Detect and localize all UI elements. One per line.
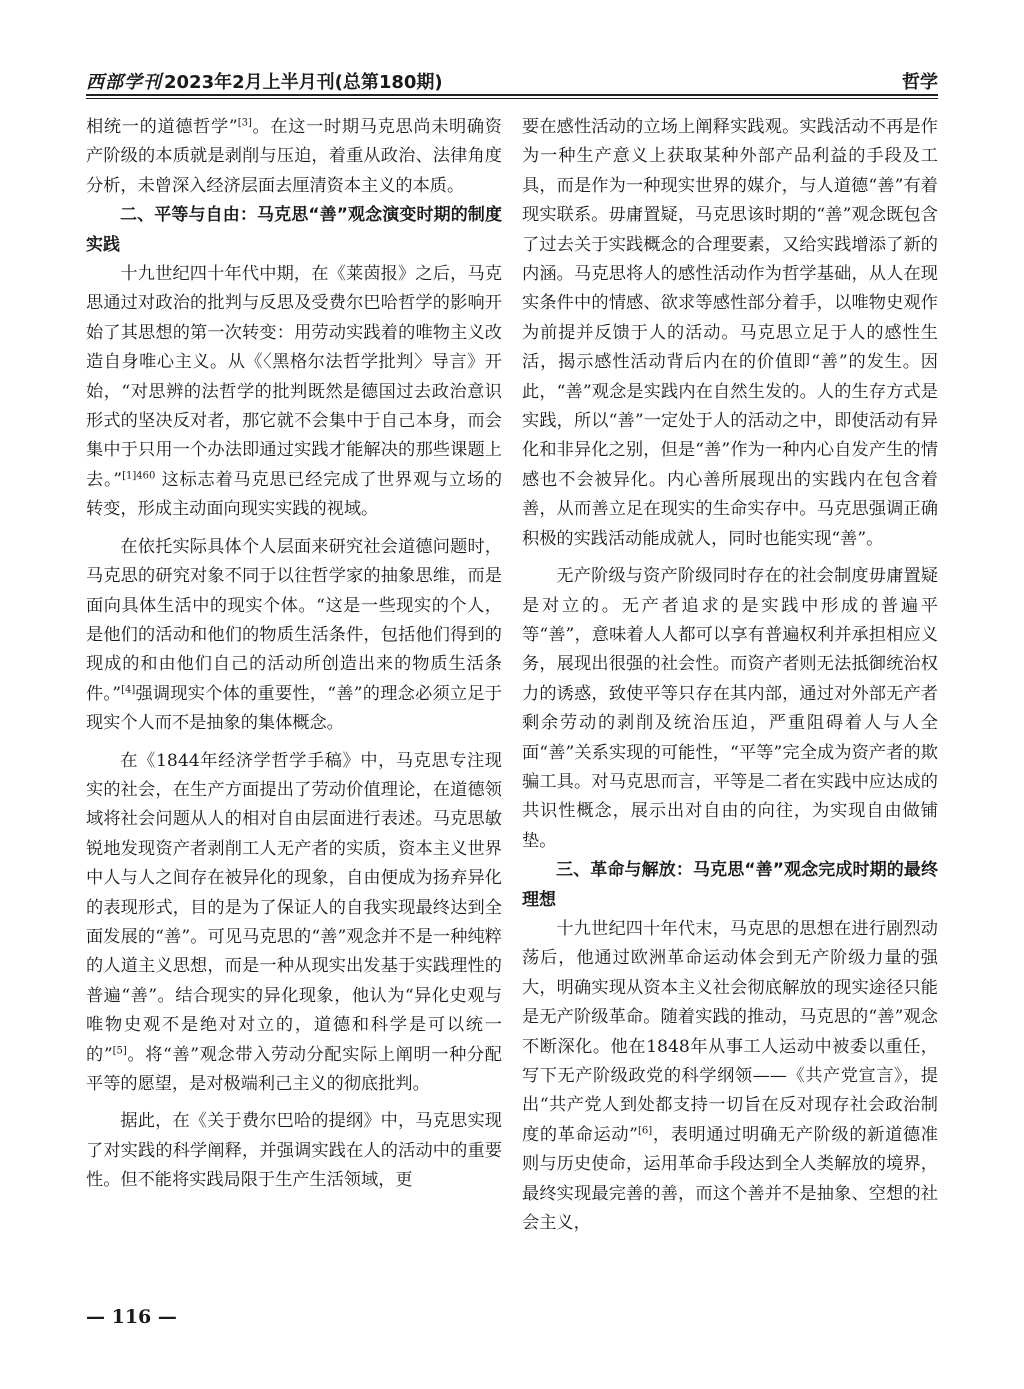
page-number: — 116 — [86, 1306, 177, 1328]
section-heading: 三、革命与解放：马克思“善”观念完成时期的最终理想 [522, 860, 938, 910]
paragraph: 要在感性活动的立场上阐释实践观。实践活动不再是作为一种生产意义上获取某种外部产品利益的手段及工具，而是作为一种现实世界的媒介，与人道德“善”有着现实联系。毋庸置疑，马克思该时期的“善”观念既包含了过去关于实践概念的合理要素，又给实践增添了新的内涵。马克思将人的感性活动作为哲学基础，从人在现实条件中的情感、欲求等感性部分着手，以唯物史观作为前提并反馈于人的活动。马克思立足于人的感性生活，揭示感性活动背后内在的价值即“善”的发生。因此，“善”观念是实践内在自然生发的。人的生存方式是实践，所以“善”一定处于人的活动之中，即使活动有异化和非异化之别，但是“善”作为一种内心自发产生的情感也不会被异化。内心善所展现出的实践内在包含着善，从而善立足在现实的生命实存中。马克思强调正确积极的实践活动能成就人，同时也能实现“善”。 [522, 117, 938, 549]
paragraph: 在依托实际具体个人层面来研究社会道德问题时，马克思的研究对象不同于以往哲学家的抽象思维，而是面向具体生活中的现实个体。“这是一些现实的个人，是他们的活动和他们的物质生活条件，包括他们得到的现成的和由他们自己的活动所创造出来的物质生活条件。”[4]强调现实个体的重要性，“善”的理念必须立足于现实个人而不是抽象的集体概念。 [86, 536, 503, 734]
paragraph: 据此，在《关于费尔巴哈的提纲》中，马克思实现了对实践的科学阐释，并强调实践在人的活动中的重要性。但不能将实践局限于生产生活领域，更 [86, 1111, 502, 1191]
paragraph: 十九世纪四十年代末，马克思的思想在进行剧烈动荡后，他通过欧洲革命运动体会到无产阶级力量的强大，明确实现从资本主义社会彻底解放的现实途径只能是无产阶级革命。随着实践的推动，马克思的“善”观念不断深化。他在1848年从事工人运动中被委以重任，写下无产阶级政党的科学纲领——《共产党宣言》，提出“共产党人到处都支持一切旨在反对现存社会政治制度的革命运动”[6]，表明通过明确无产阶级的新道德准则与历史使命，运用革命手段达到全人类解放的境界，最终实现最完善的善，而这个善并不是抽象、空想的社会主义， [522, 918, 938, 1234]
citation: [3] [237, 117, 252, 129]
journal-logo: 西部学刊 [86, 72, 162, 93]
header-rule [86, 94, 938, 96]
section-name: 哲学 [902, 72, 938, 93]
paragraph: 十九世纪四十年代中期，在《莱茵报》之后，马克思通过对政治的批判与反思及受费尔巴哈哲学的影响开始了其思想的第一次转变：用劳动实践着的唯物主义改造自身唯心主义。从《〈黑格尔法哲学批判〉导言》开始，“对思辨的法哲学的批判既然是德国过去政治意识形式的坚决反对者，那它就不会集中于自己本身，而会集中于只用一个办法即通过实践才能解决的那些课题上去。”$^{[1]460}$ 这标志着马克思已经完成了世界观与立场的转变，形成主动面向现实实践的视域。 [86, 264, 503, 520]
left-column [86, 113, 502, 1196]
header-rule-thin [86, 98, 938, 99]
citation: [1]460 [122, 470, 156, 482]
citation: [4] [121, 683, 136, 695]
paragraph: 在《1844年经济学哲学手稿》中，马克思专注现实的社会，在生产方面提出了劳动价值理论，在道德领域将社会问题从人的相对自由层面进行表述。马克思敏锐地发现资产者剥削工人无产者的实质，资本主义世界中人与人之间存在被异化的现象，自由便成为扬弃异化的表现形式，目的是为了保证人的自我实现最终达到全面发展的“善”。可见马克思的“善”观念并不是一种纯粹的人道主义思想，而是一种从现实出发基于实践理性的普遍“善”。结合现实的异化现象，他认为“异化史观与唯物史观不是绝对对立的，道德和科学是可以统一的”[5]。将“善”观念带入劳动分配实际上阐明一种分配平等的愿望，是对极端利己主义的彻底批判。 [86, 750, 502, 1094]
running-header [86, 62, 938, 96]
paragraph: 无产阶级与资产阶级同时存在的社会制度毋庸置疑是对立的。无产者追求的是实践中形成的普遍平等“善”，意味着人人都可以享有普遍权利并承担相应义务，展现出很强的社会性。而资产者则无法抵御统治权力的诱惑，致使平等只存在其内部，通过对外部无产者剩余劳动的剥削及统治压迫，严重阻碍着人与人全面“善”关系实现的可能性，“平等”完全成为资产者的欺骗工具。对马克思而言，平等是二者在实践中应达成的共识性概念，展示出对自由的向往，为实现自由做铺垫。 [522, 566, 938, 851]
citation: [5] [112, 1044, 127, 1056]
section-heading: 二、平等与自由：马克思“善”观念演变时期的制度实践 [86, 205, 502, 255]
journal-title [86, 68, 443, 94]
right-column [522, 113, 938, 1238]
paragraph: 相统一的道德哲学”[3]。在这一时期马克思尚未明确资产阶级的本质就是剥削与压迫，着重从政治、法律角度分析，未曾深入经济层面去厘清资本主义的本质。 [86, 117, 502, 196]
issue-info: 2023年2月上半月刊(总第180期) [164, 72, 443, 93]
citation: [6] [637, 1125, 653, 1137]
